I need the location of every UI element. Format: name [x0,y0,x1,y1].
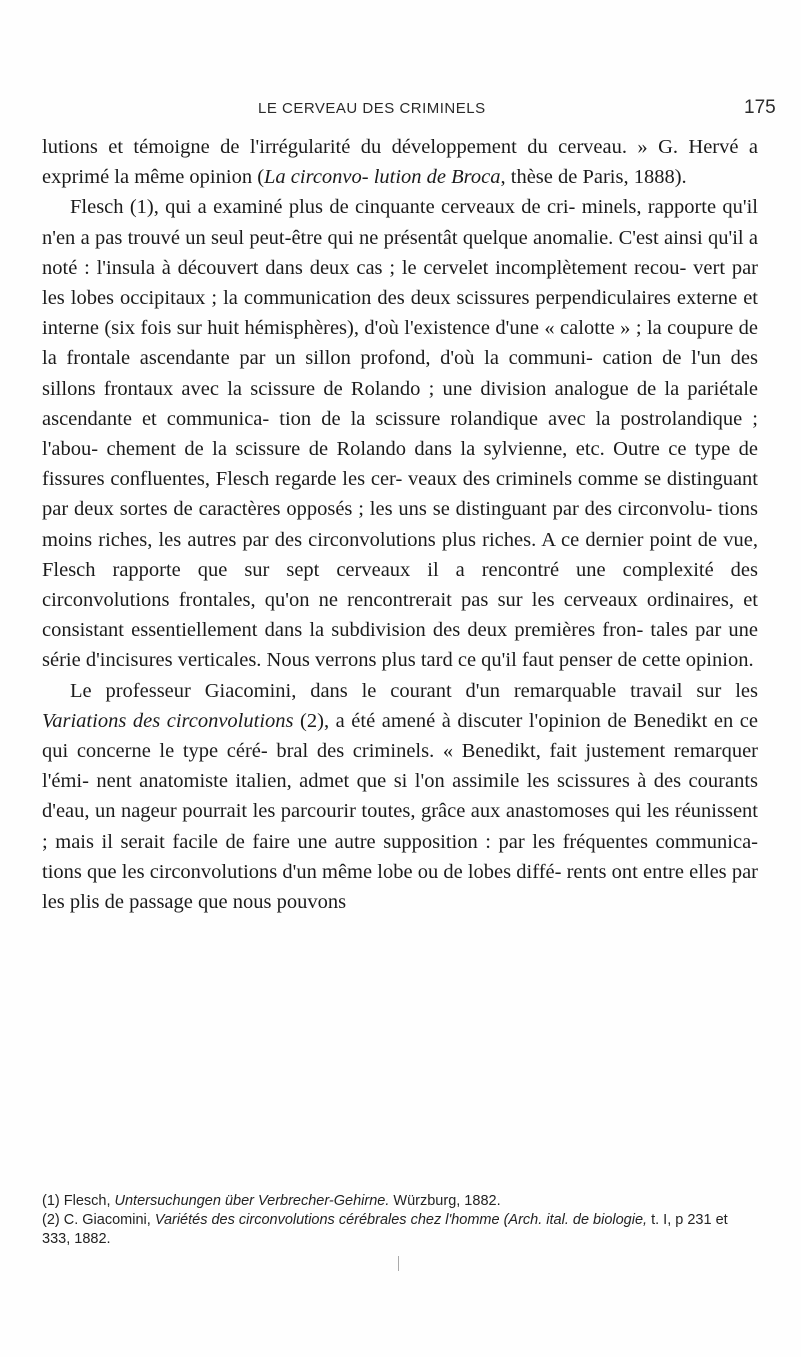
paragraph-3 [42,676,758,918]
print-mark [398,1256,399,1271]
paragraph-1-title: La circonvo- lution de Broca [264,166,501,189]
footnote-2-rest: t. I, p 231 et 333, 1882. [42,1212,728,1247]
main-text [42,132,758,917]
footnote-1-title: Untersuchungen über Verbrecher-Gehirne. [114,1193,390,1209]
paragraph-3-text-a: Le professeur Giacomini, dans le courant d'un remarquable travail sur les [70,679,758,702]
paragraph-2: Flesch (1), qui a examiné plus de cinquante cerveaux de cri- minels, rapporte qu'il n'en a pas trouvé un seul peut-être qui ne présentât quelque anomalie. C'est ainsi qu'il a noté : l'insula à découvert dans deux cas ; le cervelet incomplètement recou- vert par les lobes occipitaux ; la communication des deux scissures perpendiculaires externe et interne (six fois sur huit hémisphères), d'où l'existence d'une « calotte » ; la coupure de la frontale ascendante par un sillon profond, d'où la communi- cation de l'un des sillons frontaux avec la scissure de Rolando ; une division analogue de la pariétale ascendante et communica- tion de la scissure rolandique avec la postrolandique ; l'abou- chement de la scissure de Rolando dans la sylvienne, etc. Outre ce type de fissures confluentes, Flesch regarde les cer- veaux des criminels comme se distinguant par deux sortes de caractères opposés ; les uns se distinguant par des circonvolu- tions moins riches, les autres par des circonvolutions plus riches. A ce dernier point de vue, Flesch rapporte que sur sept cerveaux il a rencontré une complexité des circonvolutions frontales, qu'on ne rencontrerait pas sur les cerveaux ordinaires, et consistant essentiellement dans la subdivision des deux premières fron- tales par une série d'incisures verticales. Nous verrons plus tard ce qu'il faut penser de cette opinion. [42,196,758,672]
paragraph-1-text-a: lutions et témoigne de l'irrégularité du développement du cerveau. » G. Hervé a exprimé la même opinion ( [42,136,758,189]
footnote-2 [42,1211,758,1249]
footnote-1-ref: (1) Flesch, [42,1193,115,1209]
paragraph-3-text-b: (2), a été amené à discuter l'opinion de Benedikt en ce qui concerne le type céré- bral des criminels. « Benedikt, fait justement remarquer l'émi- nent anatomiste italien, admet que si l'on assimile les scissures à des courants d'eau, un nageur pourrait les parcourir toutes, grâce aux anastomoses qui les réunissent ; mais il serait facile de faire une autre supposition : par les fréquentes communica- tions que les circonvolutions d'un même lobe ou de lobes diffé- rents ont entre elles par les plis de passage que nous pouvons [42,709,758,914]
paragraph-1 [42,132,758,192]
footnote-1 [42,1192,758,1211]
paragraph-1-text-b: , thèse de Paris, 1888). [500,166,687,189]
footnote-1-rest: Würzburg, 1882. [389,1193,501,1209]
footnote-2-ref: (2) C. Giacomini, [42,1212,155,1228]
running-header: LE CERVEAU DES CRIMINELS [258,100,486,117]
page-number: 175 [744,97,776,118]
footnotes [42,1192,758,1249]
footnote-2-title: Variétés des circonvolutions cérébrales chez l'homme (Arch. ital. de biologie, [154,1212,648,1228]
paragraph-3-title: Variations des circonvolutions [42,709,294,732]
